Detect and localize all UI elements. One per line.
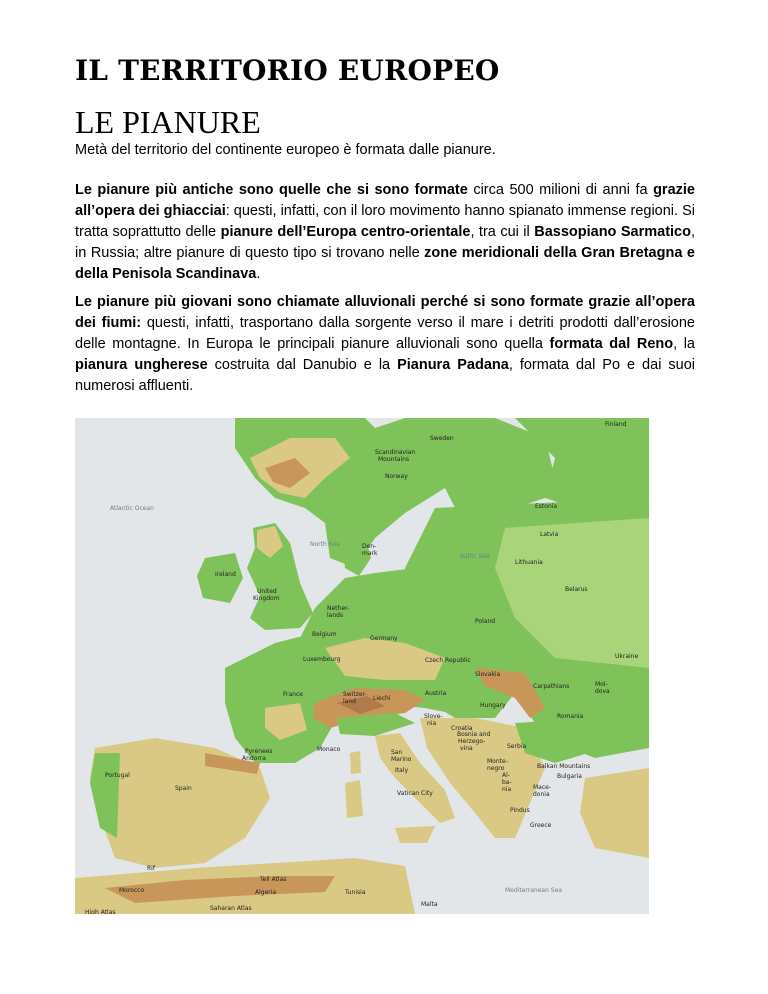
map-label-rif: Rif bbox=[147, 865, 155, 872]
map-label-liech: Liechi bbox=[373, 695, 391, 702]
p3-run-6: Pianura Padana bbox=[397, 357, 509, 373]
map-label-balkan: Balkan Mountains bbox=[537, 763, 591, 770]
p3-run-1: questi, infatti, trasportano dalla sorgente verso il mare i detriti prodotti dall’erosione delle montagne. In Europa le principali pianure alluvionali sono quella bbox=[75, 315, 695, 352]
p3-run-7: , formata dal Po e dai suoi numerosi affluenti. bbox=[75, 357, 695, 394]
p2-run-8: zone meridionali della Gran Bretagna e della Penisola Scandinava bbox=[75, 245, 695, 282]
map-label-belgium: Belgium bbox=[312, 631, 337, 638]
map-label-mac2: donia bbox=[533, 791, 550, 798]
map-label-hungary: Hungary bbox=[480, 702, 506, 709]
map-label-mont1: Monte- bbox=[487, 758, 508, 765]
map-label-highatlas: High Atlas bbox=[85, 909, 116, 914]
map-label-scand1: Scandinavian bbox=[375, 449, 416, 456]
map-label-uk1: United bbox=[257, 588, 277, 595]
p2-run-0: Le pianure più antiche sono quelle che si sono formate bbox=[75, 182, 468, 198]
corsica bbox=[350, 751, 361, 774]
map-label-austria: Austria bbox=[425, 690, 447, 697]
map-label-ukraine: Ukraine bbox=[615, 653, 639, 660]
p2-run-1: circa 500 milioni di anni fa bbox=[467, 182, 654, 198]
map-svg bbox=[75, 418, 649, 914]
p2-run-2: grazie all’opera dei ghiacciai bbox=[75, 182, 695, 219]
map-label-medsea: Mediterranean Sea bbox=[505, 887, 562, 894]
map-label-scand2: Mountains bbox=[378, 456, 410, 463]
map-label-slo1: Slove- bbox=[424, 713, 443, 720]
map-label-finland: Finland bbox=[605, 421, 627, 428]
alluvial-plains-paragraph bbox=[75, 292, 695, 397]
p3-run-5: costruita dal Danubio e la bbox=[207, 357, 398, 373]
map-label-belarus: Belarus bbox=[565, 586, 588, 593]
map-label-serbia: Serbia bbox=[507, 743, 527, 750]
map-label-france: France bbox=[283, 691, 303, 698]
map-label-vatican: Vatican City bbox=[397, 790, 433, 797]
map-label-sm2: Marino bbox=[391, 756, 412, 763]
intro-paragraph: Metà del territorio del continente europeo è formata dalle pianure. bbox=[75, 142, 496, 158]
map-label-northsea: North Sea bbox=[310, 541, 340, 548]
p3-run-0: Le pianure più giovani sono chiamate alluvionali perché si sono formate grazie all’opera dei fiumi: bbox=[75, 294, 695, 331]
map-label-greece: Greece bbox=[530, 822, 552, 829]
map-label-den2: mark bbox=[362, 550, 378, 557]
map-label-mac1: Mace- bbox=[533, 784, 552, 791]
map-label-uk2: Kingdom bbox=[253, 595, 280, 602]
p2-run-4: pianure dell’Europa centro-orientale bbox=[220, 224, 471, 240]
map-label-al3: nia bbox=[502, 786, 512, 793]
p3-run-2: formata dal Reno bbox=[549, 336, 674, 352]
map-label-italy: Italy bbox=[395, 767, 409, 774]
map-label-germany: Germany bbox=[370, 635, 398, 642]
map-label-andorra: Andorra bbox=[242, 755, 266, 762]
map-label-carpathians: Carpathians bbox=[533, 683, 570, 690]
map-label-tunisia: Tunisia bbox=[345, 889, 366, 896]
map-label-swi1: Switzer- bbox=[343, 691, 367, 698]
p2-run-5: , tra cui il bbox=[470, 224, 535, 240]
map-label-latvia: Latvia bbox=[540, 531, 559, 538]
map-label-slovakia: Slovakia bbox=[475, 671, 501, 678]
map-label-sm1: San bbox=[391, 749, 403, 756]
map-label-poland: Poland bbox=[475, 618, 496, 625]
map-label-ireland: Ireland bbox=[215, 571, 236, 578]
map-label-norway: Norway bbox=[385, 473, 408, 480]
p2-run-3: : questi, infatti, con il loro movimento hanno spianato immense regioni. Si tratta soprattutto delle bbox=[75, 203, 695, 240]
map-label-bulgaria: Bulgaria bbox=[557, 773, 582, 780]
map-label-neth2: lands bbox=[327, 612, 344, 619]
p3-run-4: pianura ungherese bbox=[75, 357, 208, 373]
map-label-saharan: Saharan Atlas bbox=[210, 905, 252, 912]
map-label-tellatlas: Tell Atlas bbox=[260, 876, 287, 883]
p2-run-9: . bbox=[256, 266, 261, 282]
section-heading: LE PIANURE bbox=[75, 104, 261, 140]
ancient-plains-paragraph bbox=[75, 180, 695, 285]
map-label-baltic: Baltic Sea bbox=[460, 553, 490, 560]
map-label-estonia: Estonia bbox=[535, 503, 558, 510]
map-label-sweden: Sweden bbox=[430, 435, 454, 442]
map-label-atlantic: Atlantic Ocean bbox=[110, 505, 154, 512]
map-label-bos2: Herzego- bbox=[458, 738, 486, 745]
europe-relief-map bbox=[75, 418, 649, 914]
map-label-den1: Den- bbox=[362, 543, 377, 550]
map-label-croatia: Croatia bbox=[451, 725, 473, 732]
map-label-bos3: vina bbox=[460, 745, 473, 752]
map-label-swi2: land bbox=[343, 698, 356, 705]
map-label-al2: ba- bbox=[502, 779, 512, 786]
map-label-spain: Spain bbox=[175, 785, 192, 792]
map-label-romania: Romania bbox=[557, 713, 584, 720]
map-label-czech: Czech Republic bbox=[425, 657, 471, 664]
map-label-algeria: Algeria bbox=[255, 889, 277, 896]
map-label-al1: Al- bbox=[502, 772, 510, 779]
map-label-lux: Luxembourg bbox=[303, 656, 341, 663]
map-label-mol1: Mol- bbox=[595, 681, 608, 688]
map-label-slo2: nia bbox=[427, 720, 437, 727]
sardinia bbox=[345, 780, 363, 818]
p2-run-6: Bassopiano Sarmatico bbox=[534, 224, 691, 240]
map-label-pyrenees: Pyrenees bbox=[245, 748, 273, 755]
map-label-mol2: dova bbox=[595, 688, 610, 695]
page-title: IL TERRITORIO EUROPEO bbox=[75, 54, 500, 87]
map-label-mont2: negro bbox=[487, 765, 505, 772]
map-label-morocco: Morocco bbox=[119, 887, 145, 894]
map-label-bos1: Bosnia and bbox=[457, 731, 491, 738]
map-label-monaco: Monaco bbox=[317, 746, 341, 753]
map-label-portugal: Portugal bbox=[105, 772, 130, 779]
map-label-pindus: Pindus bbox=[510, 807, 530, 814]
map-label-lithuania: Lithuania bbox=[515, 559, 543, 566]
map-label-neth1: Nether- bbox=[327, 605, 350, 612]
p3-run-3: , la bbox=[673, 336, 695, 352]
map-label-malta: Malta bbox=[421, 901, 438, 908]
p2-run-7: , in Russia; altre pianure di questo tipo si trovano nelle bbox=[75, 224, 696, 261]
